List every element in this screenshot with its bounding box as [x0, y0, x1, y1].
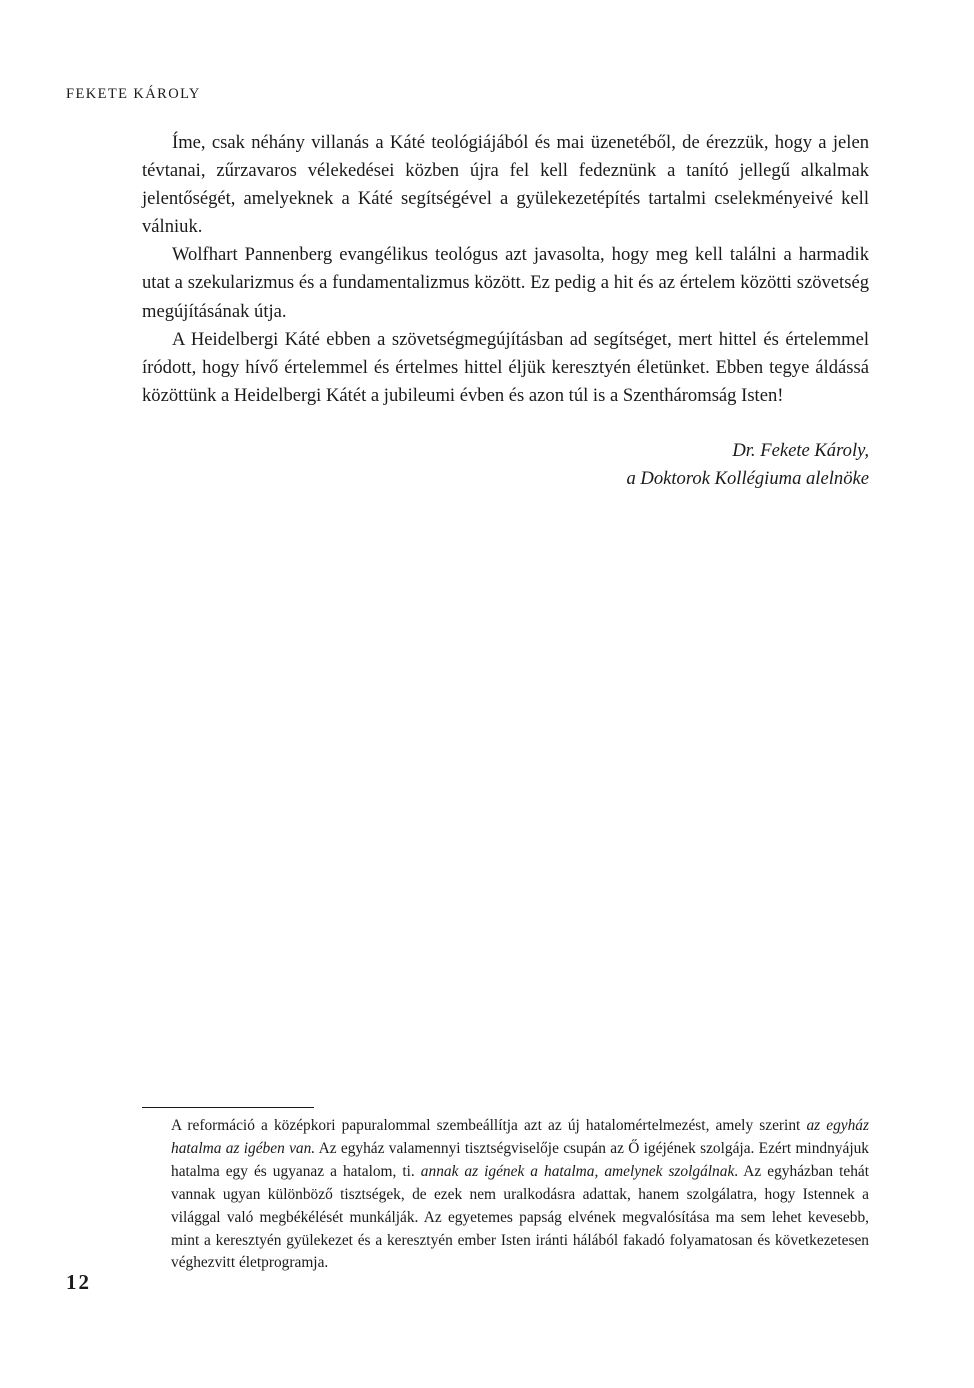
body-text: [142, 129, 869, 410]
signature-title: a Doktorok Kollégiuma alelnöke: [626, 468, 869, 490]
footnote-text-2: Az egyház valamennyi tisztségviselője csupán az Ő igéjének szolgája. Ezért mindnyájuk hatalma egy és ugyanaz a hatalom, ti.: [171, 1139, 869, 1180]
running-header: FEKETE KÁROLY: [66, 86, 201, 102]
signature-block: [626, 437, 869, 493]
paragraph-2: Wolfhart Pannenberg evangélikus teológus azt javasolta, hogy meg kell találni a harmadik utat a szekularizmus és a fundamentalizmus között. Ez pedig a hit és az értelem közötti szövetség megújításának útja.: [142, 244, 869, 322]
footnote-emphasis-1: az egyház hatalma az igében van.: [171, 1117, 869, 1157]
footnote-text-3: . Az egyházban tehát vannak ugyan különböző tisztségek, de ezek nem uralkodásra adattak, hanem szolgálatra, hogy Istennek a világgal való megbékélését munkálják. Az egyetemes papság elvének megvalósítása ma sem lehet kevesebb, mint a keresztyén gyülekezet és a keresztyén ember Isten iránti hálából fakadó folyamatosan és következetesen véghezvitt életprogramja.: [171, 1162, 869, 1272]
paragraph-3: A Heidelbergi Káté ebben a szövetségmegújításban ad segítséget, mert hittel és értelemmel íródott, hogy hívő értelemmel és értelmes hittel éljük keresztyén életünket. Ebben tegye áldássá közöttünk a Heidelbergi Kátét a jubileumi évben és azon túl is a Szentháromság Isten!: [142, 328, 869, 406]
footnote-emphasis-2: annak az igének a hatalma, amelynek szolgálnak: [420, 1162, 735, 1180]
footnote-divider: [142, 1107, 314, 1108]
footnote: [171, 1115, 869, 1275]
signature-name: Dr. Fekete Károly,: [732, 440, 869, 461]
page-number: 12: [66, 1270, 91, 1294]
footnote-text-1: A reformáció a középkori papuralommal szembeállítja azt az új hatalomértelmezést, amely szerint: [171, 1117, 807, 1134]
paragraph-1: Íme, csak néhány villanás a Káté teológiájából és mai üzenetéből, de érezzük, hogy a jelen tévtanai, zűrzavaros vélekedései közben újra fel kell fedeznünk a tanító jellegű alkalmak jelentőségét, amelyeknek a Káté segítségével a gyülekezetépítés tartalmi cselekményeivé kell válniuk.: [142, 132, 869, 238]
